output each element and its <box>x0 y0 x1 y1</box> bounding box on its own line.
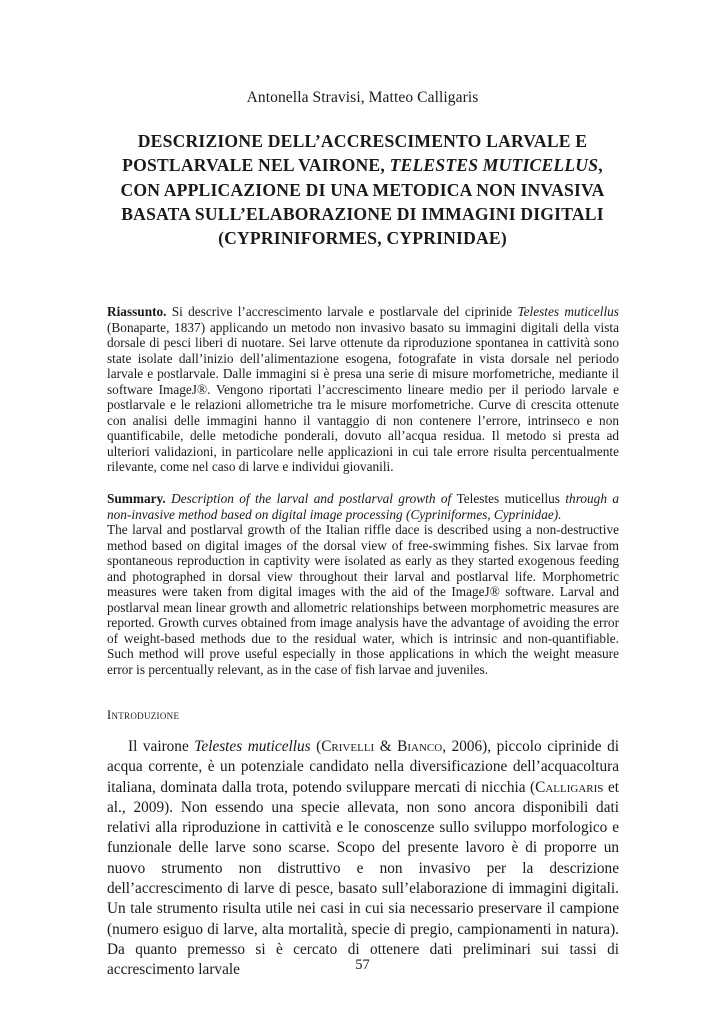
intro-text-3: , 2006), piccolo ciprinide di acqua corrente, è un potenziale candidato nella diversificazione dell’acquacoltura italiana, dominata dalla trota, potendo sviluppare mercati di nicchia ( <box>107 738 619 796</box>
summary-heading <box>107 491 619 522</box>
intro-species: Telestes muticellus <box>194 738 311 755</box>
title-line-3: CON APPLICAZIONE DI UNA METODICA NON INVASIVA <box>120 179 605 200</box>
riassunto-lead: Riassunto. <box>107 304 167 319</box>
title-line-2-prefix: POSTLARVALE NEL VAIRONE, <box>122 155 390 176</box>
summary-subtitle <box>107 491 619 522</box>
title-species: TELESTES MUTICELLUS <box>389 155 599 176</box>
title-line-4: BASATA SULL’ELABORAZIONE DI IMMAGINI DIGITALI <box>121 203 604 224</box>
riassunto-species: Telestes muticellus <box>517 304 619 319</box>
summary-subtitle-2: through a non-invasive method based on digital image processing (Cypriniformes, Cyprinidae). <box>107 491 619 522</box>
riassunto-text-2: (Bonaparte, 1837) applicando un metodo non invasivo basato su immagini digitali della vista dorsale di pesci liberi di nuotare. Sei larve ottenute da riproduzione spontanea in cattività sono state isolate dall’inizio dell’alimentazione esogena, fotografate in vista dorsale nel periodo larvale e postlarvale. Dalle immagini si è presa una serie di misure morfometriche, mediante il software ImageJ®. Vengono riportati l’accrescimento lineare medio per il periodo larvale e postlarvale e le relazioni allometriche tra le misure morfometriche. Curve di crescita ottenute con analisi delle immagini hanno il vantaggio di non contenere l’errore, intrinseco e non quantificabile, delle metodiche ponderali, dovuto all’acqua residua. Il metodo si presta ad ulteriori validazioni, in particolare nelle applicazioni in cui tale errore risulta percentualmente rilevante, come nel caso di larve e individui giovanili. <box>107 319 619 475</box>
authors: Antonella Stravisi, Matteo Calligaris <box>246 89 479 106</box>
intro-text-1: Il vairone <box>128 738 195 755</box>
summary-lead: Summary. <box>107 491 166 506</box>
intro-paragraph <box>107 737 619 981</box>
paper-title <box>106 129 619 250</box>
title-line-2 <box>106 153 619 177</box>
riassunto-text-1: Si descrive l’accrescimento larvale e postlarvale del ciprinide <box>166 304 518 319</box>
intro-text-2: ( <box>310 738 322 755</box>
intro-citation-2: Calligaris <box>535 778 604 796</box>
summary-subtitle-1: Description of the larval and postlarval growth of <box>165 491 457 506</box>
summary-species: Telestes muticellus <box>456 491 560 506</box>
title-line-5: (CYPRINIFORMES, CYPRINIDAE) <box>218 228 507 249</box>
intro-citation-1: Crivelli & Bianco <box>321 738 443 755</box>
riassunto-abstract <box>107 304 619 475</box>
page-number: 57 <box>355 957 370 973</box>
section-heading-introduzione: Introduzione <box>107 708 180 722</box>
title-line-1: DESCRIZIONE DELL’ACCRESCIMENTO LARVALE E <box>137 131 588 151</box>
title-line-2-suffix: , <box>598 155 603 176</box>
intro-text-4: et al., 2009). Non essendo una specie allevata, non sono ancora disponibili dati relativi alla riproduzione in cattività e le conoscenze sullo sviluppo morfologico e funzionale delle larve sono scarse. Scopo del presente lavoro è di proporre un nuovo strumento non distruttivo e non invasivo per la descrizione dell’accrescimento di larve di pesce, basato sull’elaborazione di immagini digitali. Un tale strumento risulta utile nei casi in cui sia necessario preservare il campione (numero esiguo di larve, alta mortalità, specie di pregio, campionamenti in natura). Da quanto premesso si è cercato di ottenere dati preliminari sui tassi di accrescimento larvale <box>107 778 619 979</box>
summary-abstract <box>107 491 619 678</box>
summary-body: The larval and postlarval growth of the Italian riffle dace is described using a non-destructive method based on digital images of the dorsal view of free-swimming fishes. Six larvae from spontaneous reproduction in captivity were isolated as early as they started exogenous feeding and photographed in dorsal view throughout their larval and postlarval life. Morphometric measures were taken from digital images with the aid of the ImageJ® software. Larval and postlarval mean linear growth and allometric relationships between morphometric measures are reported. Growth curves obtained from image analysis have the advantage of avoiding the error of weight-based methods due to the residual water, which is intrinsic and non-quantifiable. Such method will prove useful especially in those applications in which the weight measure error is percentually relevant, as in the case of fish larvae and juveniles. <box>107 522 619 678</box>
